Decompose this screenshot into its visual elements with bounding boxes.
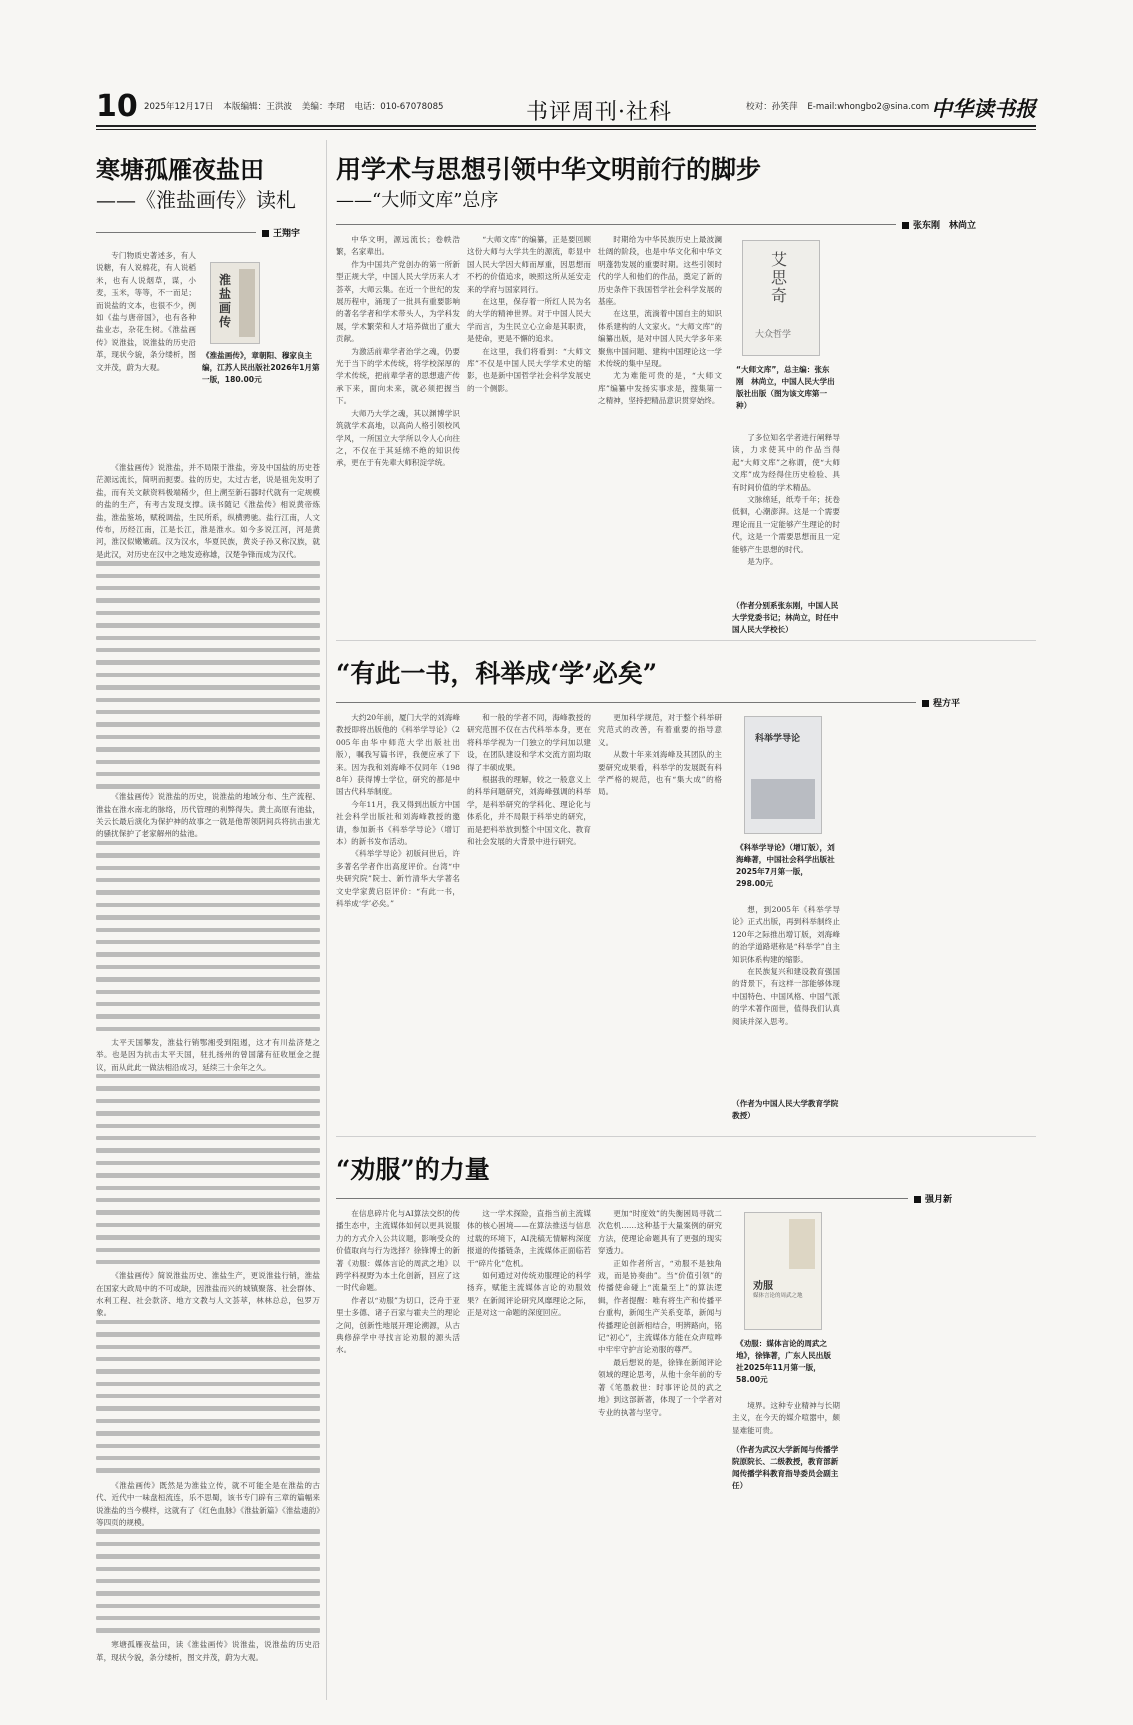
article2-book-author: 艾思奇 [771,250,788,305]
article3-author-bio: （作者为中国人民大学教育学院教授） [732,1099,839,1120]
article2-author: 张东刚 林尚立 [902,218,976,231]
article3-paragraph: 大约20年前，厦门大学的刘海峰教授即将出版他的《科举学导论》（2005年由华中师范大学出版社出版），嘱我写篇书评，我便应承了下来。因为我和刘海峰不仅同年（1988年）获得博士学位，研究的都是中国古代科举制度。 [336,713,460,797]
article1-title: 寒塘孤雁夜盐田 [96,155,264,184]
article4-caption: 《劝服：媒体言论的周武之地》，徐锋著，广东人民出版社2025年11月第一版，58.00元 [736,1339,831,1384]
article3-title: “有此一书，科举成‘学’必矣” [336,659,658,688]
article4-col4 [732,1400,840,1440]
article2-col4 [732,432,840,590]
article1-lead [96,250,196,458]
article3-col4 [732,904,840,1094]
article3-paragraph: 根据我的理解，较之一般意义上的科举问题研究，刘海峰强调的科举学，是科举研究的学科化、理论化与体系化，并不局限于科举史的研究，而是把科举放到整个中国文化、教育和社会发展的大背景中进行研究。 [467,775,591,847]
article4-paragraph: 如何通过对传统劝服理论的科学扬弃，赋能主流媒体言论的劝服效果？在新闻评论研究风靡理论之际，正是对这一命题的深度回应。 [467,1271,591,1318]
article3-book-title: 科举学导论 [755,734,801,744]
article3-paragraph: 从数十年来刘海峰及其团队的主要研究成果看，科举学的发展既有科学严格的规范，也有“集大成”的格局。 [598,750,722,797]
article1-text-lines [96,841,320,1037]
article2-book-title: 大众哲学 [755,330,792,340]
article2-paragraph: 为激活前辈学者治学之魂，仍要光于当下的学术传统，将学校深厚的学术传统，把前辈学者的思想遗产传承下来，面向未来，就必须把握当下。 [336,346,460,406]
article1-text-lines [96,1529,320,1639]
article3-paragraph: 《科举学导论》初版问世后，许多著名学者作出高度评价。台湾“中央研究院”院士、新竹清华大学著名文史学家黄启臣评价：“有此一书，科举成‘学’必矣。” [336,849,460,909]
article1-author-rule [96,232,256,233]
article1-text-lines [96,561,320,791]
article1-subtitle: ——《淮盐画传》读札 [96,188,296,212]
article2-paragraph: 中华文明，源远流长；卷帙浩繁，名家辈出。 [336,235,460,257]
article4-paragraph: 在信息碎片化与AI算法交织的传播生态中，主流媒体如何以更具说服力的方式介入公共议题，影响受众的价值取向与行为选择？徐锋博士的新著《劝服：媒体言论的周武之地》以跨学科视野为本土化创新，回应了这一时代命题。 [336,1209,460,1293]
section-divider [336,640,1036,641]
article4-book-subtitle: 媒体言论的周武之地 [753,1293,803,1299]
article3-book-cover [744,716,822,834]
section-divider [336,1136,1036,1137]
article1-paragraph: 专门物质史著述多，有人说糖，有人说棉花，有人说稻米，也有人说烟草，谋，小麦，玉米，等等，不一而足；而说盐的文本，也很不少，例如《盐与唐帝国》，也有各种盐业志，杂花生树。《淮盐画传》说淮盐，说淮盐的历史沿革，现状今貌，条分缕析，图文并茂，蔚为大观。 [96,251,196,372]
issue-date: 2025年12月17日 [144,102,214,112]
email-link[interactable]: E-mail:whongbo2@sina.com [807,102,930,112]
article2-paragraph: 大师乃大学之魂，其以渊博学识筑就学术高地，以高尚人格引领校风学风，一所国立大学所以令人心向往之，不仅在于其延绵不绝的知识传承，更在于有先辈大师积淀学统。 [336,408,460,468]
article2-author-bio: （作者分别系张东刚，中国人民大学党委书记；林尚立，时任中国人民大学校长） [732,601,839,634]
article3-col3 [598,712,722,1124]
masthead-meta-left [144,100,451,112]
article4-col2 [467,1208,591,1476]
masthead-meta-right [746,100,936,112]
header-rule [96,125,1036,127]
article4-paragraph: 最后想说的是，徐锋在新闻评论领域的理论思考，从他十余年前的专著《笔墨救世：时事评论员的武之地》到这部新著，体现了一个学者对专业的执著与坚守。 [598,1357,722,1417]
article4-paragraph: 境界。这种专业精神与长期主义，在今天的媒介喧嚣中，颇显难能可贵。 [732,1401,840,1435]
article1-author: 王翔宇 [262,226,300,239]
article3-paragraph: 今年11月，我又得到出版方中国社会科学出版社和刘海峰教授的邀请，参加新书《科举学导论》（增订本）的新书发布活动。 [336,799,460,847]
article1-paragraph: 《淮盐画传》简说淮盐历史、淮盐生产，更说淮盐行销，淮盐在国家大政局中的不可或缺，因淮盐而兴的城镇聚落、社会群体、水利工程、社会款济、地方文教与人文荟萃，林林总总，包罗万象。 [96,1271,320,1318]
article3-paragraph: 和一般的学者不同，海峰教授的研究范围不仅在古代科举本身，更在将科举学视为一门独立的学问加以建设，在团队建设和学术交流方面均取得了丰硕成果。 [467,713,591,772]
header-rule-thin [96,129,1036,130]
article2-col3 [598,234,722,606]
proofreader-credit: 校对：孙笑萍 [746,102,798,112]
article2-paragraph: “大师文库”的编纂，正是要回顾这份大师与大学共生的源流，彰显中国人民大学因大师而厚重，因思想而不朽的价值追求，映照这所从延安走来的学府与国家同行。 [467,235,591,294]
cover-illustration [789,1219,815,1269]
article4-paragraph: 作者以“劝服”为切口，泛舟于亚里士多德、诸子百家与霍夫兰的理论之间，创新性地展开理论溯源，从古典修辞学中寻找言论劝服的源头活水。 [336,1295,460,1355]
article2-paragraph: 时期给为中华民族历史上最波澜壮阔的阶段，也是中华文化和中华文明蓬勃发展的重要时期。这些引领时代的学人和他们的作品，奠定了新的历史条件下我国哲学社会科学发展的基座。 [598,235,722,307]
article1-paragraph: 太平天国攀发，淮盐行销鄂湘受到阻遏，这才有川盐济楚之举。也是因为抗击太平天国，驻扎扬州的曾国藩有征收厘金之提议，而从此此一做法相沿成习，延续三十余年之久。 [96,1037,320,1072]
article4-title: “劝服”的力量 [336,1155,490,1184]
article2-paragraph: 在这里，保存着一所红人民为名的大学的精神世界。对于中国人民大学而言，为生民立心立命是其职责，是使命，更是不懈的追求。 [467,297,591,344]
newspaper-brand-logo: 中华读书报 [931,96,1036,121]
article2-paragraph: 尤为难能可贵的是，“大师文库”编纂中发扬实事求是，搜集第一之精神，坚持把精品意识贯穿始终。 [598,371,722,406]
article2-author-rule [336,224,896,225]
article3-paragraph: 想，到2005年《科举学导论》正式出版，再到科举制终止120年之际推出增订版，刘海峰的治学道路堪称是“科举学”自主知识体系构建的缩影。 [732,905,840,964]
article2-caption: “大师文库”，总主编：张东刚 林尚立，中国人民大学出版社出版（图为该文库第一种） [736,365,835,410]
article2-book-cover [742,240,820,356]
article4-author-rule [336,1198,908,1199]
column-divider [326,140,327,1700]
article2-paragraph: 了多位知名学者进行阐释导读，力求使其中的作品当得起“大师文库”之称谓，使“大师文库”成为经得住历史检验、具有时间价值的学术精品。 [732,433,840,492]
article2-title: 用学术与思想引领中华文明前行的脚步 [336,155,762,184]
article1-body [96,462,320,1692]
article1-paragraph: 《淮盐画传》既然是为淮盐立传，就不可能全是在淮盐的古代、近代中一味盘桓流连，乐不思蜀，该书专门辟有三章的篇幅来说淮盐的当今模样，这就有了《红色血脉》《淮盐新篇》《淮盐遗韵》等四页的规模。 [96,1480,320,1527]
page-number: 10 [96,89,138,124]
cover-illustration [239,269,255,337]
article4-paragraph: 正如作者所言，“劝服不是独角戏，而是协奏曲”。当“价值引领”的传播使命碰上“流量至上”的算法逻辑，作者提醒：唯有将生产和传播平台重构，新闻生产关系变革，新闻与传播理论创新相结合，明辨路向，铭记“初心”，主流媒体方能在众声喧哗中牢牢守护言论劝服的尊严。 [598,1258,722,1355]
article1-paragraph: 《淮盐画传》说淮盐，并不局限于淮盐，旁及中国盐的历史苍茫源远流长，简明而扼要。盐的历史，太过古老，说是祖先发明了盐，而有关文献资料极端稀少，但上溯至新石器时代就有一定规模的盐的生产，有考古发现支撑。读书随记《淮盐传》相说黄帝炼盐，淮盐鉴场，赋税调盐，生民所系，纵横骋驰。盐行江南，人文传布，历经江南，江是长江，淮是淮水。如今多说江河，河是黄河，淮汉似嫩嫩疏。汉为汉水，华夏民族，黄炎子孙又称汉族，就是此汉，对历史在汉中之地发迹称雄，汉楚争锋而成为汉代。 [96,463,320,559]
designer-credit: 美编：李珺 [301,102,345,112]
article2-subtitle: ——“大师文库”总序 [336,190,499,211]
article2-paragraph: 作为中国共产党创办的第一所新型正规大学，中国人民大学历来人才荟萃，大师云集。在近一个世纪的发展历程中，涌现了一批具有重要影响的著名学者和学术带头人，为学科发展，学术繁荣和人才培养做出了重大贡献。 [336,259,460,344]
article2-col2 [467,234,591,606]
article4-col3 [598,1208,722,1476]
article2-paragraph: 是为序。 [747,557,778,567]
article4-paragraph: 更加“时度效”的失衡困局寻就二次危机……这种基于大量案例的研究方法，使理论命题具有了更强的现实穿透力。 [598,1209,722,1256]
article1-text-lines [96,1074,320,1270]
cover-illustration [751,779,815,819]
article1-paragraph: 《淮盐画传》说淮盐的历史，说淮盐的地域分布、生产流程、淮盐在淮水南北的脉络，历代管理的利弊得失。黄土高原有池盐，关云长最后演化为保护神的故事之一就是他帮领阴间兵将抗击蚩尤的骚扰保护了老家解州的盐池。 [96,792,320,839]
article2-col1 [336,234,460,606]
article3-caption: 《科举学导论》（增订版），刘海峰著，中国社会科学出版社2025年7月第一版，298.00元 [736,843,835,888]
section-name: 书评周刊·社科 [526,100,672,125]
article4-author: 强月新 [914,1192,952,1205]
article3-author-rule [336,702,916,703]
article1-paragraph: 寒塘孤雁夜盐田，读《淮盐画传》说淮盐，说淮盐的历史沿革，现状今貌，条分缕析，图文并茂，蔚为大观。 [96,1640,320,1662]
article3-paragraph: 在民族复兴和建设教育强国的背景下，有这样一部能够体现中国特色、中国风格、中国气派的学术著作面世，值得我们认真阅读并深入思考。 [732,967,840,1026]
editor-credit: 本版编辑：王洪波 [223,102,293,112]
article4-paragraph: 这一学术探险，直指当前主流媒体的核心困境——在算法推送与信息过载的环境下，AI洗稿无情解构深度报道的传播链条，主流媒体正面临若干“碎片化”危机。 [467,1209,591,1268]
article4-book-cover [744,1212,822,1330]
article4-book-title: 劝服 [753,1281,773,1292]
article4-col1 [336,1208,460,1476]
article1-book-cover [210,262,260,344]
article1-caption: 《淮盐画传》，章朝阳、穆家良主编，江苏人民出版社2026年1月第一版，180.00元 [202,351,320,384]
article3-author: 程方平 [922,696,960,709]
article4-author-bio: （作者为武汉大学新闻与传播学院原院长、二级教授，教育部新闻传播学科教育指导委员会副主任） [732,1445,839,1490]
article2-paragraph: 文脉绵延，纸寿千年；抚卷低徊，心潮澎湃。这是一个需要理论而且一定能够产生理论的时代，这是一个需要思想而且一定能够产生思想的时代。 [732,495,840,554]
masthead [96,89,1036,128]
article3-col1 [336,712,460,1124]
article1-book-title: 淮盐画传 [219,273,232,329]
phone-number: 电话：010-67078085 [354,102,444,112]
article2-paragraph: 在这里，我们将看到：“大师文库”不仅是中国人民大学学术史的缩影，也是新中国哲学社会科学发展史的一个侧影。 [467,346,591,393]
article2-paragraph: 在这里，流淌着中国自主的知识体系建构的人文家火。“大师文库”的编纂出版，是对中国人民大学多年来聚焦中国问题、建构中国理论这一学术传统的集中呈现。 [598,309,722,369]
article1-text-lines [96,1320,320,1480]
article3-col2 [467,712,591,1124]
article3-paragraph: 更加科学规范，对于整个科举研究范式的改善，有着重要的指导意义。 [598,713,722,747]
